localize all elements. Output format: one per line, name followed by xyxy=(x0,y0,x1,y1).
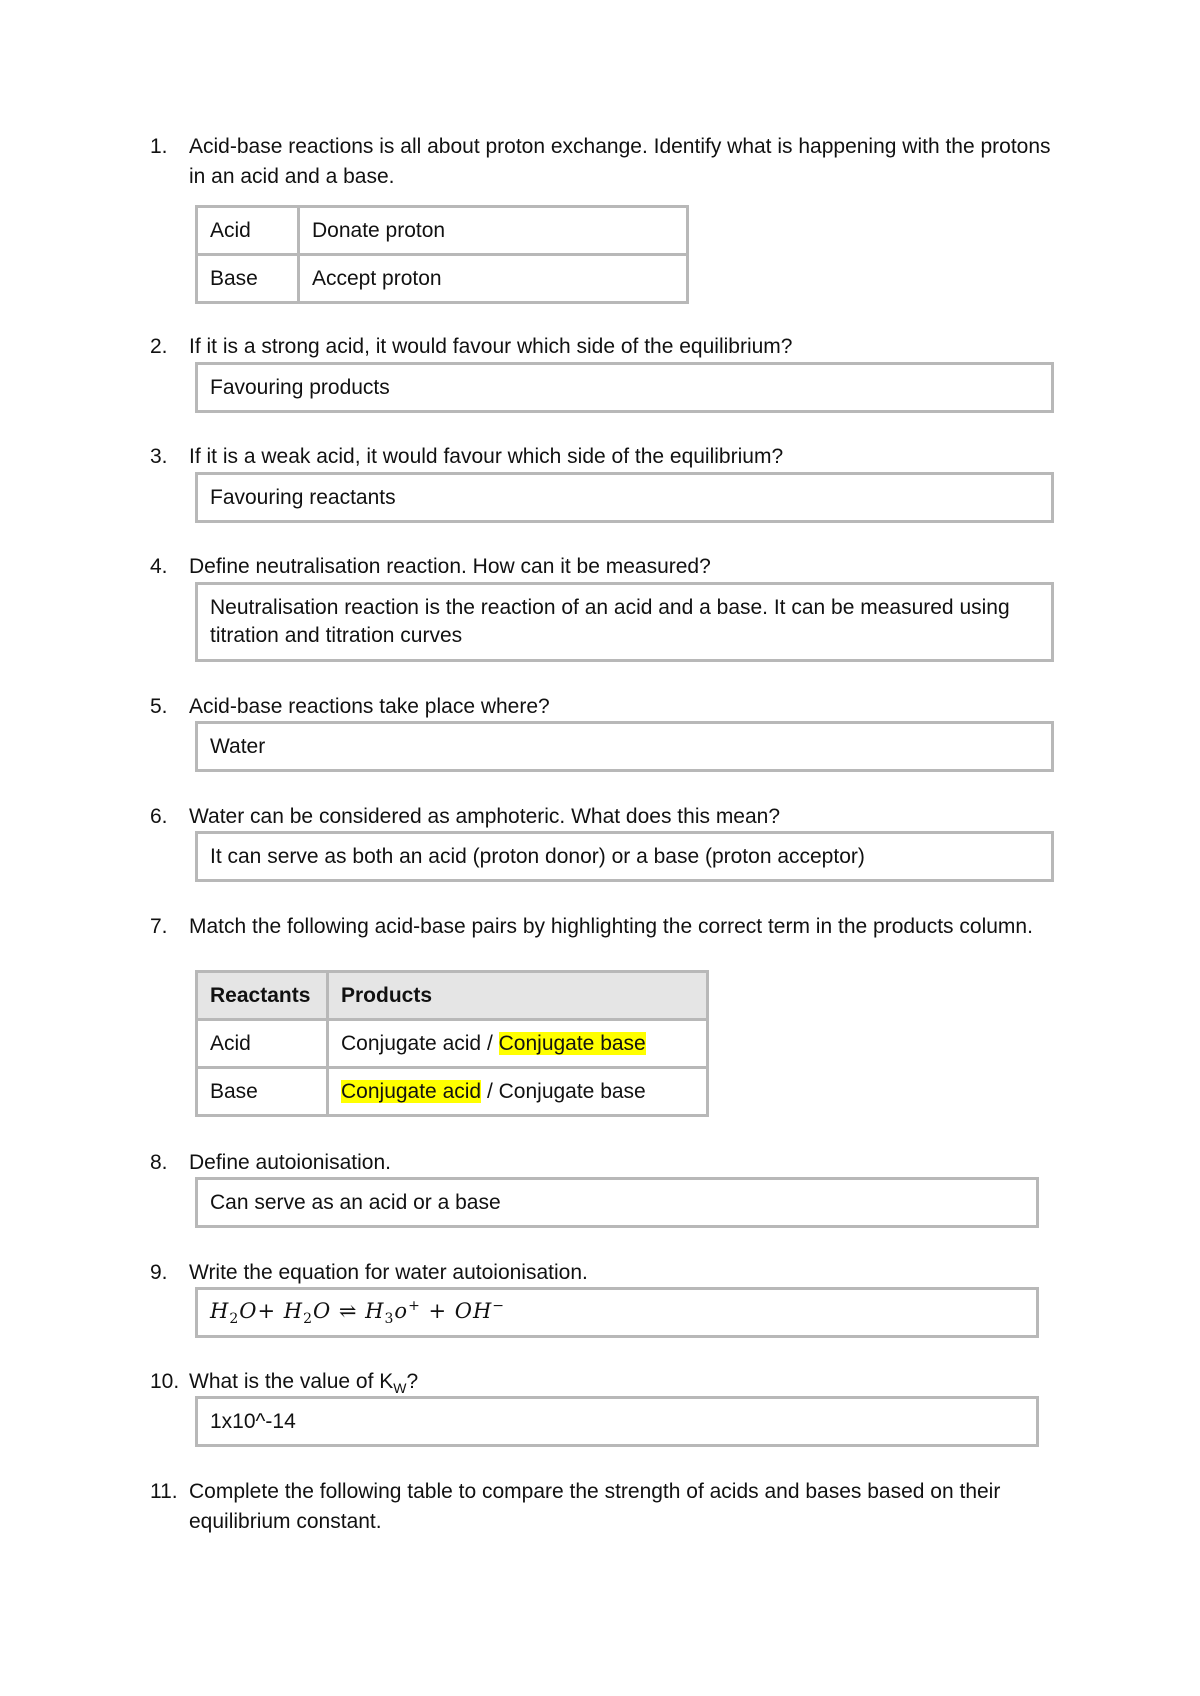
question-2 xyxy=(150,332,1070,362)
option-separator: / xyxy=(481,1079,499,1103)
question-text: Write the equation for water autoionisation. xyxy=(189,1261,588,1284)
option-separator: / xyxy=(481,1031,499,1055)
q1-table xyxy=(195,205,689,304)
answer-box-q5[interactable]: Water xyxy=(195,721,1054,772)
header-reactants: Reactants xyxy=(197,972,328,1020)
autoionisation-equation: $H_2O+ H_2O$ ⇌ $H_3o^+ + OH^-$ xyxy=(210,1298,506,1327)
answer-box-q4[interactable]: Neutralisation reaction is the reaction of an acid and a base. It can be measured using titration and titration curves xyxy=(195,582,1054,662)
table-cell-answer[interactable]: Accept proton xyxy=(299,255,688,303)
question-text: If it is a strong acid, it would favour which side of the equilibrium? xyxy=(189,335,793,358)
question-text: Acid-base reactions is all about proton exchange. Identify what is happening with the protons in an acid and a base. xyxy=(189,135,1051,188)
table-cell-label: Acid xyxy=(197,207,299,255)
question-1 xyxy=(150,132,1070,192)
question-text: Define neutralisation reaction. How can it be measured? xyxy=(189,555,711,578)
question-9 xyxy=(150,1258,1070,1288)
answer-box-q10[interactable]: 1x10^-14 xyxy=(195,1396,1039,1447)
q7-table xyxy=(195,970,709,1117)
option-conjugate-base-highlighted[interactable]: Conjugate base xyxy=(498,1031,646,1055)
question-number: 4. xyxy=(150,555,168,578)
table-row xyxy=(197,255,688,303)
question-6 xyxy=(150,802,1070,832)
table-row xyxy=(197,1068,708,1116)
option-conjugate-acid-highlighted[interactable]: Conjugate acid xyxy=(341,1079,482,1103)
table-cell-label: Base xyxy=(197,255,299,303)
question-number: 10. xyxy=(150,1370,180,1393)
question-3 xyxy=(150,442,1070,472)
answer-box-q8[interactable]: Can serve as an acid or a base xyxy=(195,1177,1039,1228)
question-5 xyxy=(150,692,1070,722)
table-cell-products xyxy=(328,1068,708,1116)
option-conjugate-acid[interactable]: Conjugate acid xyxy=(341,1031,482,1055)
table-row xyxy=(197,207,688,255)
question-number: 1. xyxy=(150,135,168,158)
table-cell-answer[interactable]: Donate proton xyxy=(299,207,688,255)
question-number: 5. xyxy=(150,695,168,718)
table-row xyxy=(197,1020,708,1068)
question-text: Water can be considered as amphoteric. What does this mean? xyxy=(189,805,781,828)
question-text: What is the value of $K_W$? xyxy=(189,1370,419,1396)
question-text: Match the following acid-base pairs by highlighting the correct term in the products column. xyxy=(189,915,1033,938)
table-cell-reactant: Base xyxy=(197,1068,328,1116)
answer-box-q9[interactable] xyxy=(195,1287,1039,1338)
question-7 xyxy=(150,912,1070,942)
question-number: 9. xyxy=(150,1261,168,1284)
answer-box-q3[interactable]: Favouring reactants xyxy=(195,472,1054,523)
question-number: 3. xyxy=(150,445,168,468)
question-text: Acid-base reactions take place where? xyxy=(189,695,550,718)
table-cell-products xyxy=(328,1020,708,1068)
question-text: If it is a weak acid, it would favour which side of the equilibrium? xyxy=(189,445,784,468)
question-11 xyxy=(150,1477,1070,1537)
header-products: Products xyxy=(328,972,708,1020)
question-number: 7. xyxy=(150,915,168,938)
question-number: 11. xyxy=(150,1480,178,1503)
option-conjugate-base[interactable]: Conjugate base xyxy=(498,1079,646,1103)
question-text: Complete the following table to compare the strength of acids and bases based on their equilibrium constant. xyxy=(189,1480,1001,1533)
table-header-row xyxy=(197,972,708,1020)
answer-box-q6[interactable]: It can serve as both an acid (proton donor) or a base (proton acceptor) xyxy=(195,831,1054,882)
question-number: 6. xyxy=(150,805,168,828)
table-cell-reactant: Acid xyxy=(197,1020,328,1068)
question-number: 2. xyxy=(150,335,168,358)
question-4 xyxy=(150,552,1070,582)
question-number: 8. xyxy=(150,1151,168,1174)
question-8 xyxy=(150,1148,1070,1178)
question-text: Define autoionisation. xyxy=(189,1151,391,1174)
answer-box-q2[interactable]: Favouring products xyxy=(195,362,1054,413)
